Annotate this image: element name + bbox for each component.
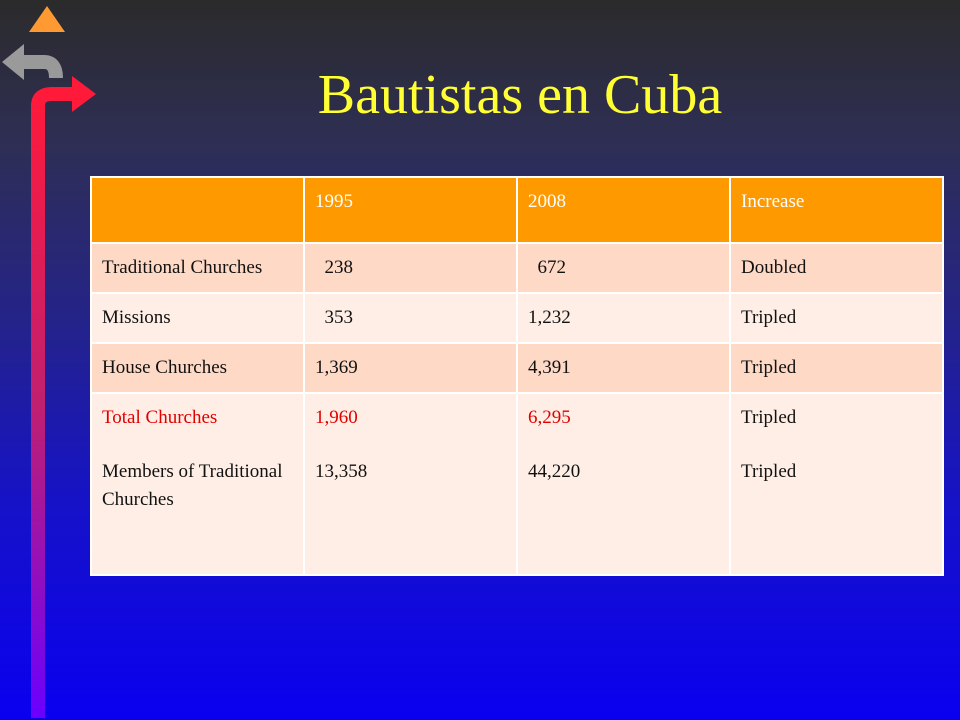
row-label: Traditional Churches bbox=[91, 243, 304, 293]
header-1995: 1995 bbox=[304, 177, 517, 243]
table-row bbox=[91, 293, 943, 343]
value-increase: Doubled bbox=[730, 243, 943, 293]
value-increase: Tripled bbox=[730, 343, 943, 393]
members-1995: 13,358 bbox=[315, 461, 368, 482]
header-increase: Increase bbox=[730, 177, 943, 243]
value-1995: 353 bbox=[304, 293, 517, 343]
value-1995: 1,369 bbox=[304, 343, 517, 393]
total-2008: 6,295 bbox=[528, 407, 571, 428]
totals-1995-cell bbox=[304, 393, 517, 575]
table-row-totals bbox=[91, 393, 943, 575]
value-1995: 238 bbox=[304, 243, 517, 293]
row-label: Missions bbox=[91, 293, 304, 343]
table-header-row bbox=[91, 177, 943, 243]
members-label: Members of Traditional Churches bbox=[102, 461, 283, 510]
totals-2008-cell bbox=[517, 393, 730, 575]
total-churches-label: Total Churches bbox=[102, 407, 218, 428]
totals-label-cell bbox=[91, 393, 304, 575]
table-row bbox=[91, 243, 943, 293]
table-row bbox=[91, 343, 943, 393]
total-1995: 1,960 bbox=[315, 407, 358, 428]
members-2008: 44,220 bbox=[528, 461, 581, 482]
members-increase: Tripled bbox=[741, 461, 797, 482]
value-increase: Tripled bbox=[730, 293, 943, 343]
row-label: House Churches bbox=[91, 343, 304, 393]
value-2008: 1,232 bbox=[517, 293, 730, 343]
value-2008: 672 bbox=[517, 243, 730, 293]
header-2008: 2008 bbox=[517, 177, 730, 243]
header-empty-cell bbox=[91, 177, 304, 243]
total-increase: Tripled bbox=[741, 407, 797, 428]
slide-title: Bautistas en Cuba bbox=[317, 64, 723, 126]
value-2008: 4,391 bbox=[517, 343, 730, 393]
totals-increase-cell bbox=[730, 393, 943, 575]
churches-table bbox=[90, 176, 944, 576]
